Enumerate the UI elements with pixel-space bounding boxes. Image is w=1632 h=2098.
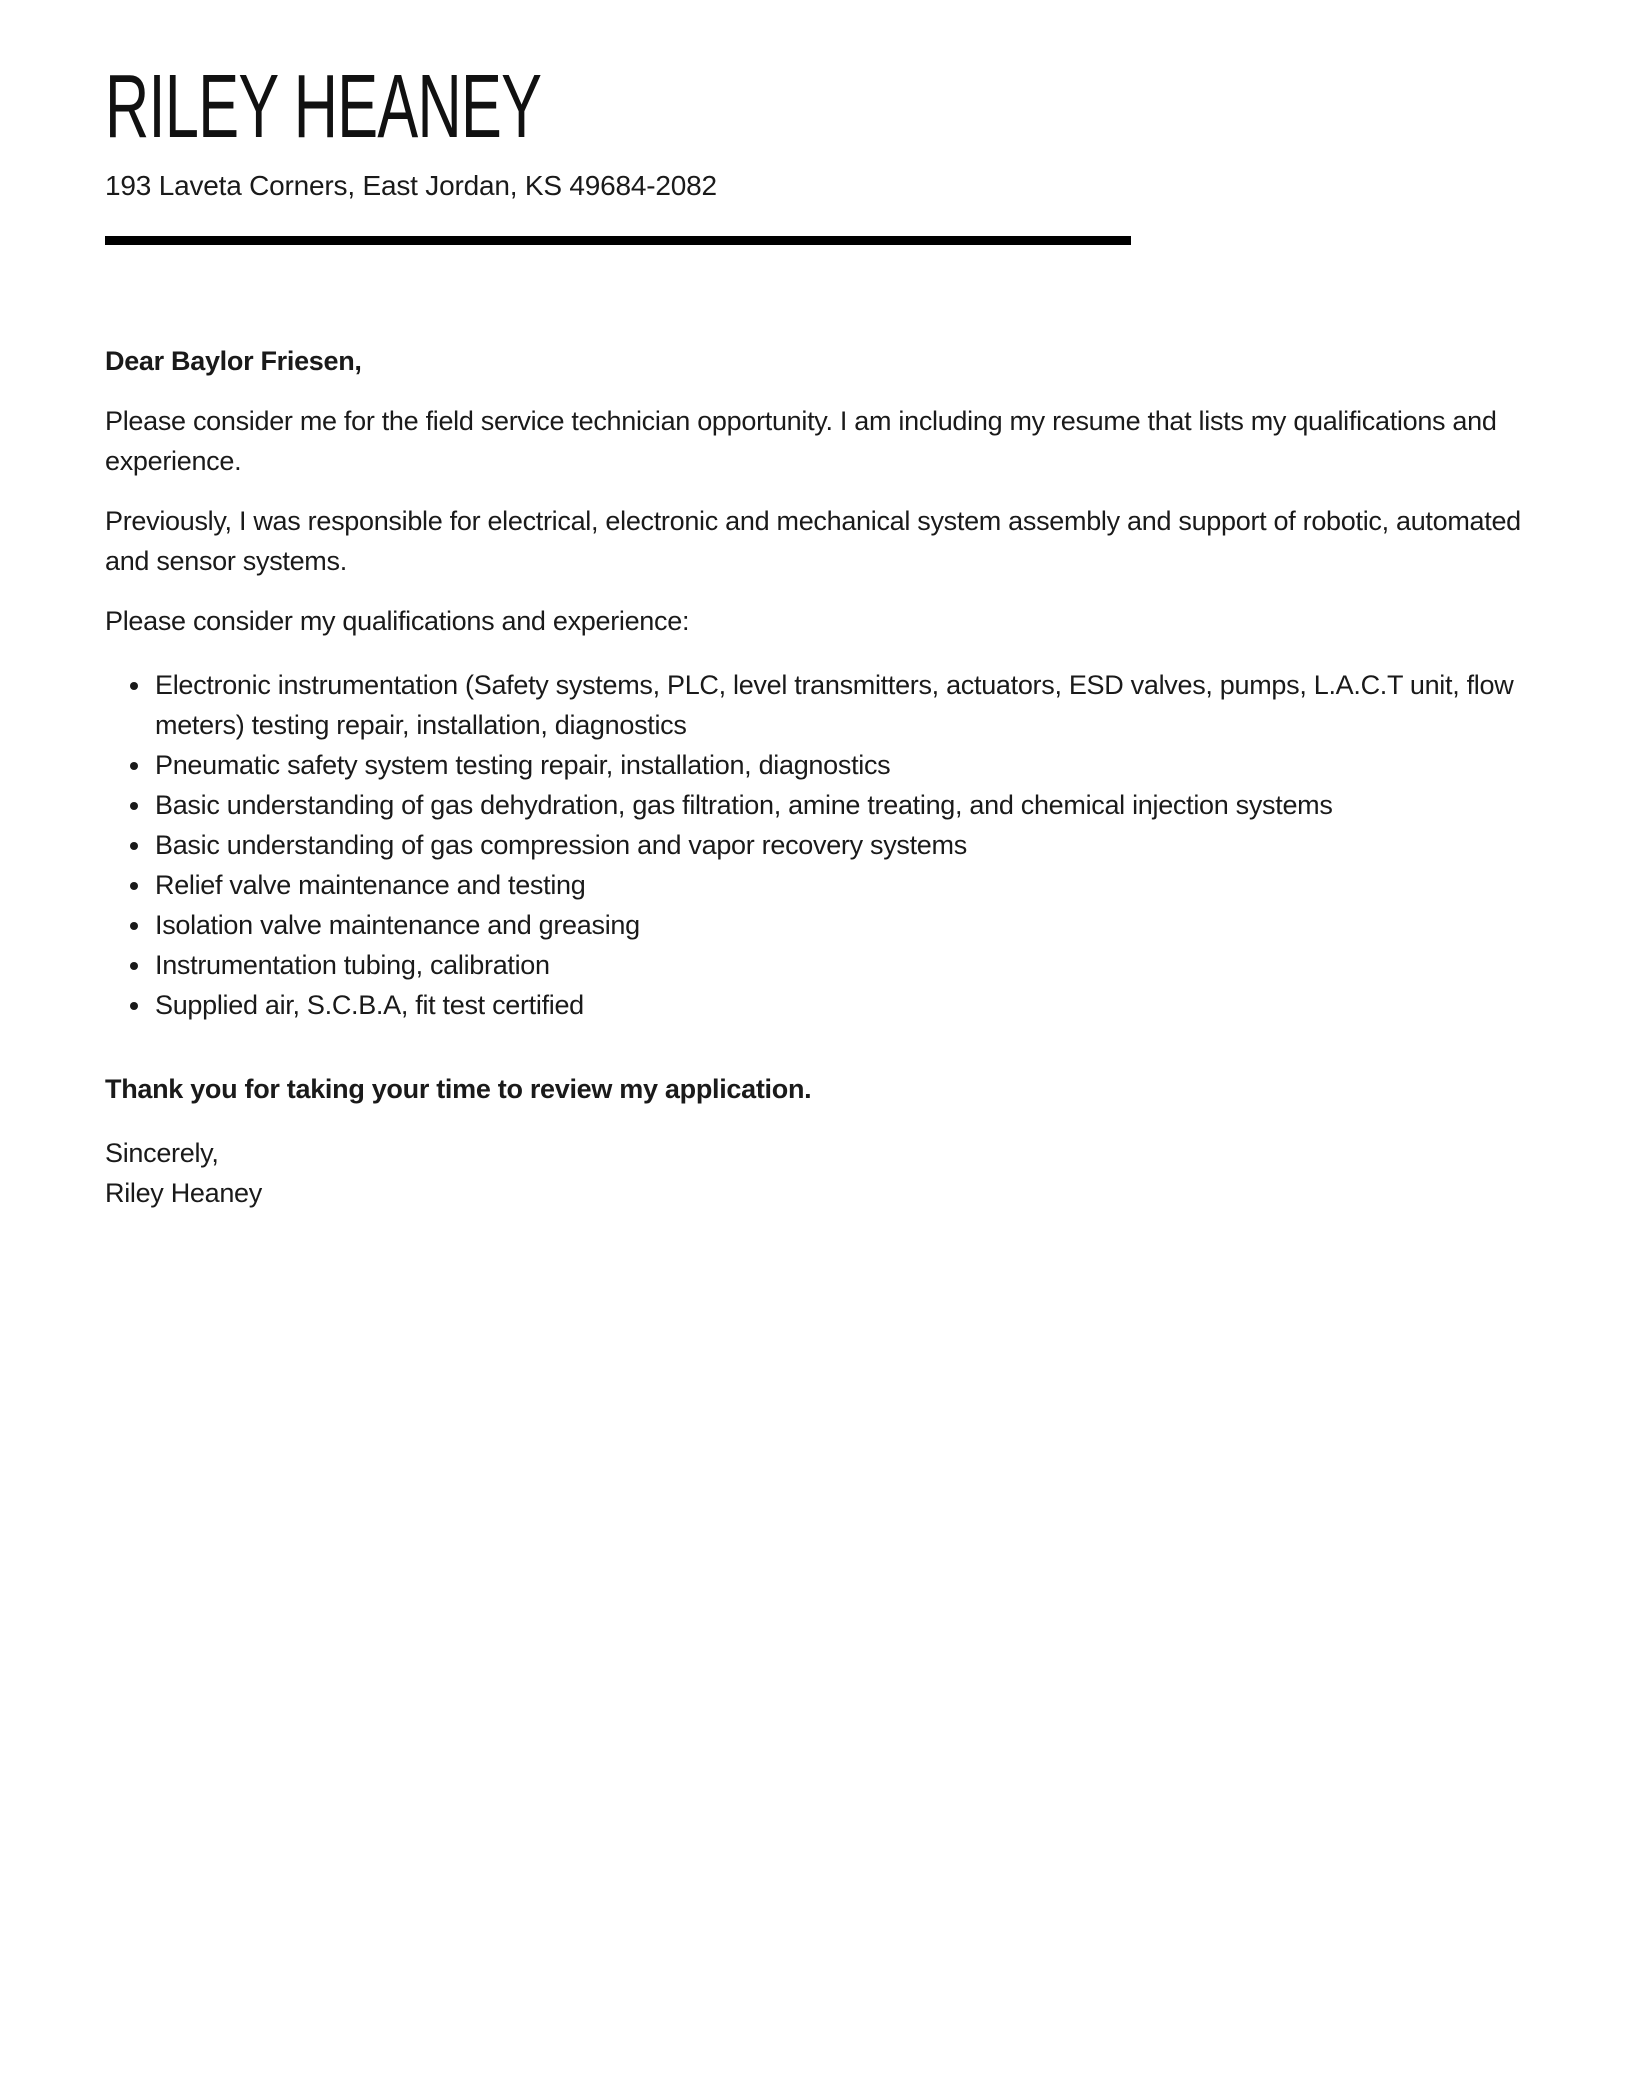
- qualification-item: • Electronic instrumentation (Safety systems, PLC, level transmitters, actuators, ESD valves, pumps, L.A.C.T unit, flow meters) testing repair, installation, diagnostics: [153, 665, 1545, 745]
- thank-you-line: Thank you for taking your time to review my application.: [105, 1074, 812, 1104]
- applicant-address: 193 Laveta Corners, East Jordan, KS 49684-2082: [105, 170, 717, 201]
- qualification-item: • Instrumentation tubing, calibration: [153, 945, 1545, 985]
- qualification-item: • Pneumatic safety system testing repair, installation, diagnostics: [153, 745, 1545, 785]
- paragraph-introduction: Please consider me for the field service technician opportunity. I am including my resume that lists my qualifications and experience.: [105, 406, 1497, 476]
- qualifications-list: [105, 665, 1545, 1025]
- signature-name: Riley Heaney: [105, 1178, 262, 1208]
- applicant-name: RILEY HEANEY: [105, 57, 542, 157]
- closing-salutation: Sincerely,: [105, 1138, 219, 1168]
- qualification-item: • Supplied air, S.C.B.A, fit test certified: [153, 985, 1545, 1025]
- recipient-greeting: Dear Baylor Friesen,: [105, 346, 362, 376]
- paragraph-previous-experience: Previously, I was responsible for electrical, electronic and mechanical system assembly and support of robotic, automated and sensor systems.: [105, 506, 1521, 576]
- qualification-item: • Relief valve maintenance and testing: [153, 865, 1545, 905]
- letter-header: [105, 57, 1547, 245]
- qualification-item: • Basic understanding of gas dehydration, gas filtration, amine treating, and chemical injection systems: [153, 785, 1545, 825]
- qualification-item: • Basic understanding of gas compression and vapor recovery systems: [153, 825, 1545, 865]
- qualification-item: • Isolation valve maintenance and greasing: [153, 905, 1545, 945]
- paragraph-qualifications-lead: Please consider my qualifications and experience:: [105, 606, 690, 636]
- letter-body: [105, 341, 1545, 1213]
- header-divider-rule: [105, 236, 1131, 245]
